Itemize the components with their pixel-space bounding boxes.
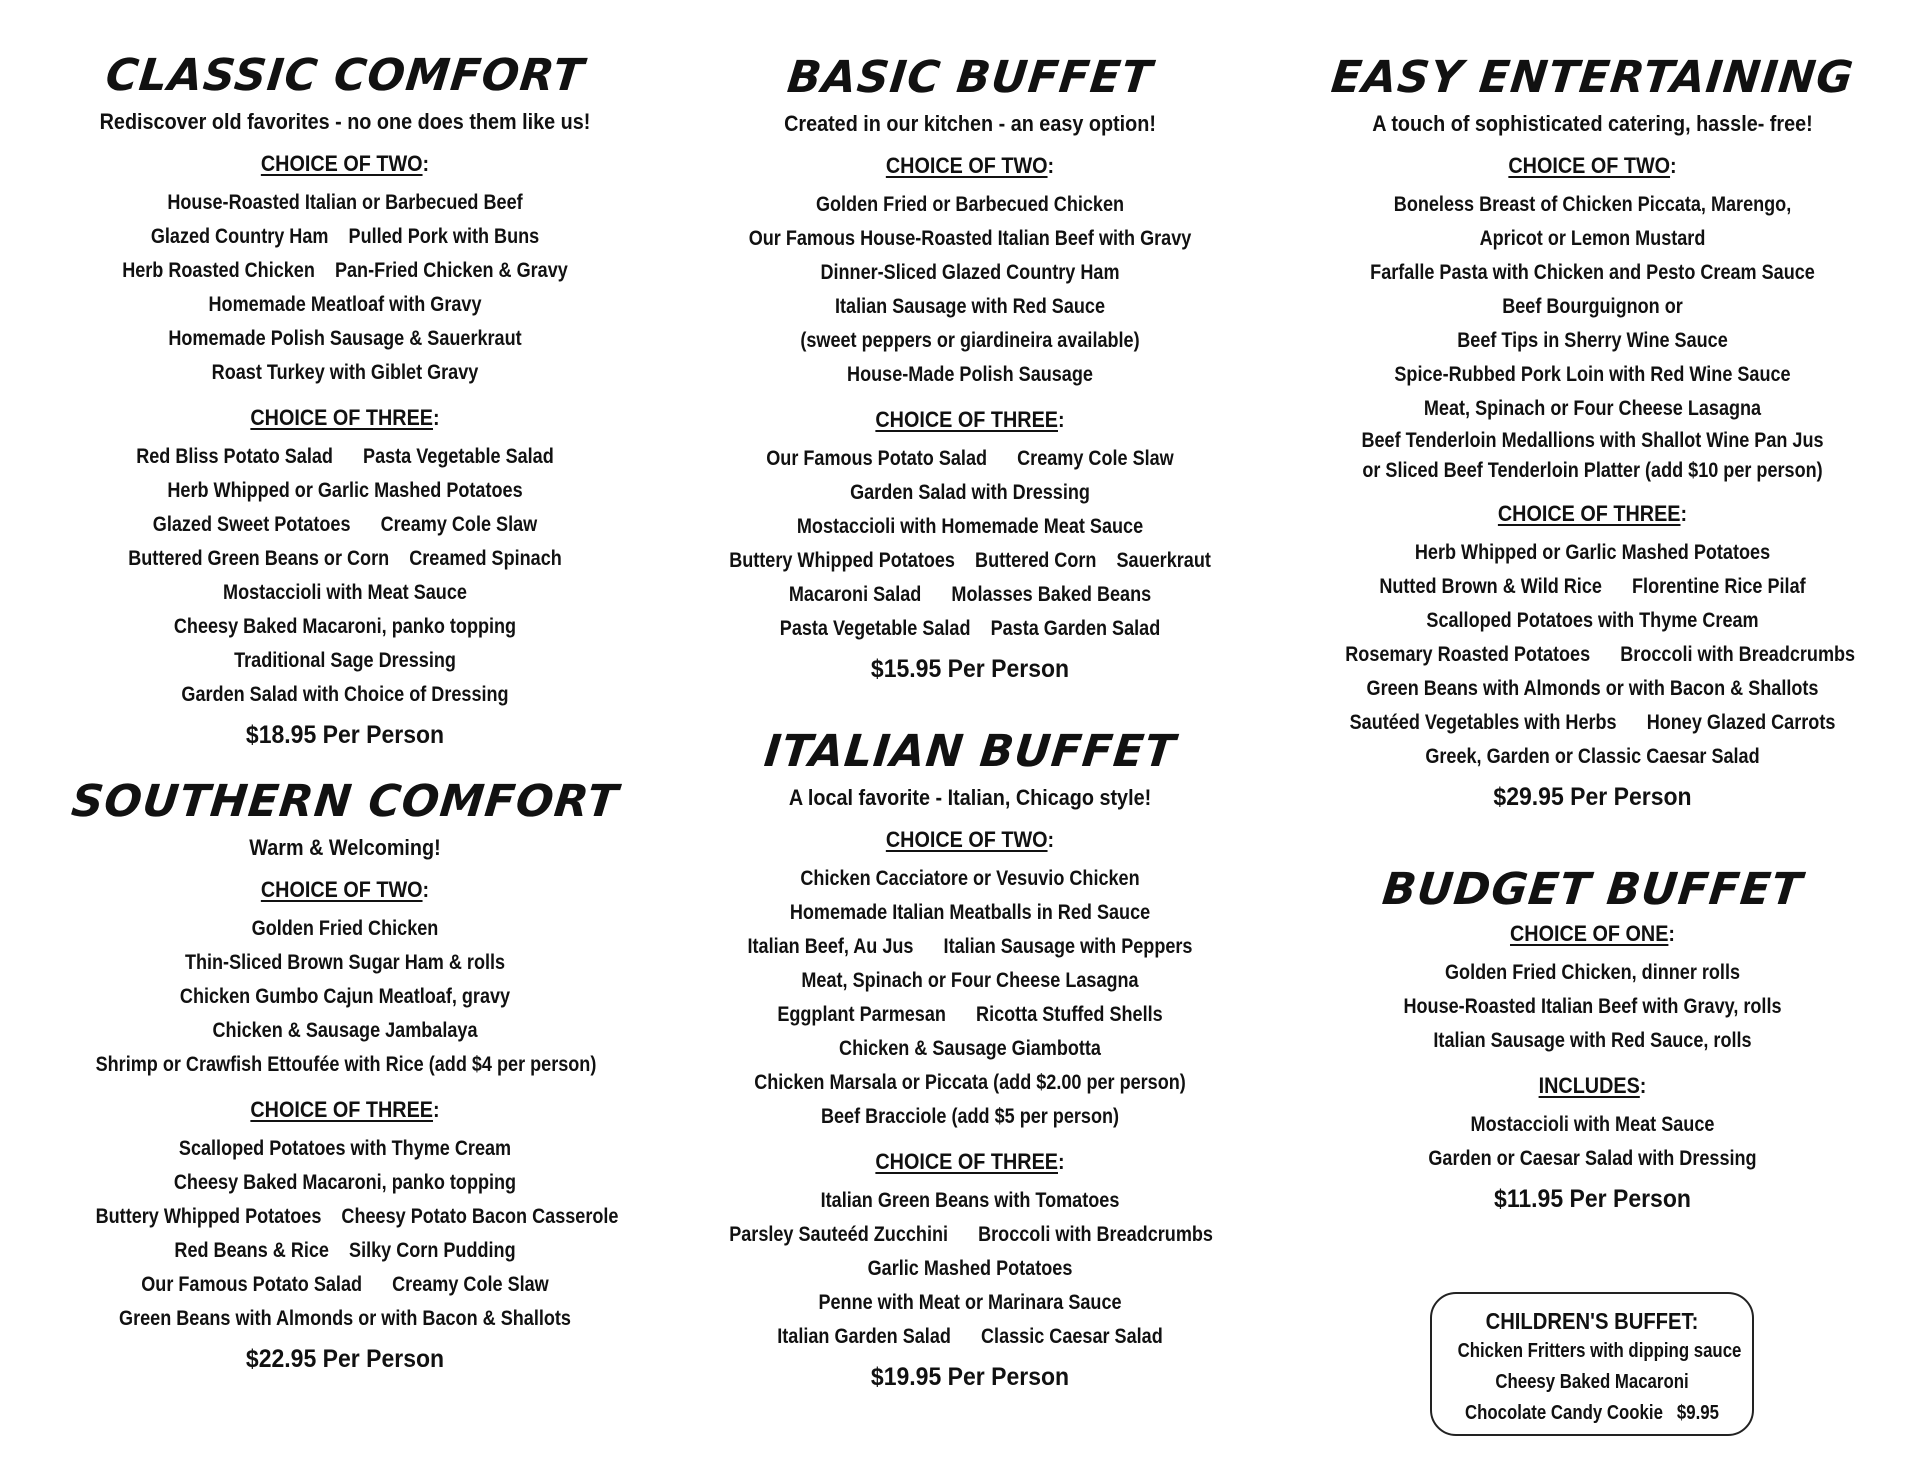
menu-item: Garden Salad with Dressing [850,481,1090,504]
menu-item: Beef Tenderloin Medallions with Shallot Wine Pan Jus [1361,429,1824,452]
menu-item: Buttery Whipped Potatoes Cheesy Potato Bacon Casserole [95,1205,619,1228]
menu-item: Glazed Sweet Potatoes Creamy Cole Slaw [152,513,538,536]
menu-item: Homemade Polish Sausage & Sauerkraut [168,327,522,350]
choice-heading: CHOICE OF TWO: [885,153,1055,178]
menu-item: Beef Bourguignon or [1502,295,1683,318]
menu-item: (sweet peppers or giardineira available) [800,329,1140,352]
section-classic-comfort [55,50,635,752]
menu-item: Rosemary Roasted Potatoes Broccoli with Breadcrumbs [1345,643,1856,666]
price: $15.95 Per Person [870,655,1070,683]
menu-item: Golden Fried Chicken, dinner rolls [1444,961,1741,984]
column-left [55,0,635,1376]
choice-heading: CHOICE OF THREE: [875,1149,1065,1174]
menu-item: Chicken Gumbo Cajun Meatloaf, gravy [179,985,511,1008]
menu-item: Red Bliss Potato Salad Pasta Vegetable Salad [136,445,554,468]
price: $19.95 Per Person [870,1363,1070,1391]
menu-item: Italian Sausage with Red Sauce, rolls [1433,1029,1752,1052]
item-list [55,440,635,712]
menu-item: Beef Tips in Sherry Wine Sauce [1457,329,1728,352]
section-title: BUDGET BUFFET [1379,864,1806,915]
column-right [1305,0,1880,1216]
menu-item: Macaroni Salad Molasses Baked Beans [788,583,1152,606]
menu-item: Buttered Green Beans or Corn Creamed Spinach [128,547,562,570]
section-tagline: A local favorite - Italian, Chicago style! [788,785,1152,810]
menu-item: Homemade Meatloaf with Gravy [208,293,482,316]
menu-item: Scalloped Potatoes with Thyme Cream [1426,609,1759,632]
menu-item: Mostaccioli with Meat Sauce [1470,1113,1715,1136]
menu-item: Our Famous Potato Salad Creamy Cole Slaw [766,447,1174,470]
menu-item: Chicken & Sausage Giambotta [839,1037,1101,1060]
choice-heading: CHOICE OF THREE: [1497,501,1688,526]
menu-item: Golden Fried Chicken [251,917,439,940]
item-list [55,912,635,1082]
childrens-buffet-title: CHILDREN'S BUFFET: [1485,1308,1699,1334]
item-list [1305,956,1880,1058]
menu-item: Green Beans with Almonds or with Bacon & Shallots [119,1307,571,1330]
menu-item: Farfalle Pasta with Chicken and Pesto Cream Sauce [1370,261,1815,284]
section-tagline: Created in our kitchen - an easy option! [784,111,1156,136]
menu-item: Chicken & Sausage Jambalaya [212,1019,478,1042]
menu-item: Herb Whipped or Garlic Mashed Potatoes [1414,541,1771,564]
price: $18.95 Per Person [245,721,445,749]
menu-item: Cheesy Baked Macaroni, panko topping [173,1171,517,1194]
menu-item: Chicken Marsala or Piccata (add $2.00 per person) [754,1071,1186,1094]
item-list [690,188,1250,392]
section-tagline: Warm & Welcoming! [249,835,441,860]
choice-heading: CHOICE OF TWO: [1508,153,1677,178]
menu-item: Pasta Vegetable Salad Pasta Garden Salad [779,617,1161,640]
includes-heading: INCLUDES: [1538,1073,1647,1098]
section-italian-buffet [690,726,1250,1394]
section-title: ITALIAN BUFFET [761,726,1179,777]
menu-item: Glazed Country Ham Pulled Pork with Buns [150,225,540,248]
item-list [690,442,1250,646]
menu-item: House-Roasted Italian Beef with Gravy, rolls [1403,995,1782,1018]
choice-heading: CHOICE OF THREE: [875,407,1065,432]
menu-item: Thin-Sliced Brown Sugar Ham & rolls [184,951,506,974]
menu-item: Boneless Breast of Chicken Piccata, Marengo, [1393,193,1792,216]
menu-item: Scalloped Potatoes with Thyme Cream [178,1137,512,1160]
menu-item: Parsley Sauteéd Zucchini Broccoli with Breadcrumbs [729,1223,1213,1246]
menu-item: Red Beans & Rice Silky Corn Pudding [174,1239,516,1262]
price: $22.95 Per Person [245,1345,445,1373]
menu-item: Dinner-Sliced Glazed Country Ham [820,261,1120,284]
section-title: SOUTHERN COMFORT [69,776,622,827]
menu-item: Green Beans with Almonds or with Bacon & Shallots [1366,677,1819,700]
menu-item: Homemade Italian Meatballs in Red Sauce [789,901,1151,924]
menu-item: Our Famous Potato Salad Creamy Cole Slaw [141,1273,549,1296]
section-budget-buffet [1305,864,1880,1216]
menu-item: Cheesy Baked Macaroni [1495,1371,1689,1393]
menu-item: Beef Bracciole (add $5 per person) [820,1105,1120,1128]
item-list [690,1184,1250,1354]
item-list [1305,536,1880,774]
column-middle [690,0,1250,1394]
menu-item: Traditional Sage Dressing [234,649,456,672]
menu-item: Italian Green Beans with Tomatoes [820,1189,1120,1212]
childrens-buffet-box [1430,1292,1754,1436]
item-list [55,1132,635,1336]
menu-item: Golden Fried or Barbecued Chicken [815,193,1125,216]
section-southern-comfort [55,776,635,1376]
menu-item: Meat, Spinach or Four Cheese Lasagna [1423,397,1762,420]
menu-item: Shrimp or Crawfish Ettoufée with Rice (add $4 per person) [95,1053,597,1076]
menu-item: Mostaccioli with Homemade Meat Sauce [796,515,1144,538]
menu-item: Spice-Rubbed Pork Loin with Red Wine Sauce [1394,363,1791,386]
item-list [690,862,1250,1134]
menu-item: House-Roasted Italian or Barbecued Beef [167,191,523,214]
section-title: BASIC BUFFET [785,52,1156,103]
menu-item: Nutted Brown & Wild Rice Florentine Rice Pilaf [1379,575,1806,598]
price: $11.95 Per Person [1494,1185,1691,1213]
menu-item: Penne with Meat or Marinara Sauce [818,1291,1122,1314]
item-list [1305,1108,1880,1176]
menu-item: Buttery Whipped Potatoes Buttered Corn Sauerkraut [729,549,1211,572]
menu-item: or Sliced Beef Tenderloin Platter (add $10 per person) [1362,459,1823,482]
section-tagline: A touch of sophisticated catering, hassle- free! [1372,111,1813,136]
menu-item: Mostaccioli with Meat Sauce [223,581,467,604]
choice-heading: CHOICE OF TWO: [885,827,1055,852]
item-list [1305,188,1880,486]
menu-item: Italian Garden Salad Classic Caesar Salad [777,1325,1163,1348]
choice-heading: CHOICE OF TWO: [260,151,430,176]
choice-heading: CHOICE OF TWO: [260,877,430,902]
menu-item: Chicken Fritters with dipping sauce [1457,1340,1742,1362]
choice-heading: CHOICE OF ONE: [1509,921,1676,946]
menu-item: Our Famous House-Roasted Italian Beef with Gravy [748,227,1192,250]
section-basic-buffet [690,52,1250,686]
menu-item: Garlic Mashed Potatoes [867,1257,1073,1280]
section-tagline: Rediscover old favorites - no one does them like us! [99,109,591,134]
menu-item: Chicken Cacciatore or Vesuvio Chicken [800,867,1140,890]
section-title: CLASSIC COMFORT [103,50,587,101]
menu-item: Herb Roasted Chicken Pan-Fried Chicken & Gravy [122,259,568,282]
menu-item: Eggplant Parmesan Ricotta Stuffed Shells [777,1003,1163,1026]
menu-item: Chocolate Candy Cookie $9.95 [1465,1402,1719,1424]
menu-item: Cheesy Baked Macaroni, panko topping [173,615,517,638]
item-list [55,186,635,390]
menu-item: Sautéed Vegetables with Herbs Honey Glazed Carrots [1349,711,1836,734]
menu-item: Herb Whipped or Garlic Mashed Potatoes [167,479,523,502]
menu-item: Italian Sausage with Red Sauce [835,295,1105,318]
choice-heading: CHOICE OF THREE: [250,1097,440,1122]
menu-item: Apricot or Lemon Mustard [1479,227,1706,250]
menu-item: House-Made Polish Sausage [847,363,1093,386]
menu-item: Garden or Caesar Salad with Dressing [1428,1147,1757,1170]
menu-item: Roast Turkey with Giblet Gravy [211,361,479,384]
menu-item: Garden Salad with Choice of Dressing [181,683,509,706]
section-easy-entertaining [1305,52,1880,814]
menu-item: Italian Beef, Au Jus Italian Sausage with Peppers [747,935,1193,958]
price: $29.95 Per Person [1493,783,1692,811]
menu-item: Meat, Spinach or Four Cheese Lasagna [801,969,1139,992]
choice-heading: CHOICE OF THREE: [250,405,440,430]
menu-item: Greek, Garden or Classic Caesar Salad [1425,745,1760,768]
section-title: EASY ENTERTAINING [1328,52,1857,103]
